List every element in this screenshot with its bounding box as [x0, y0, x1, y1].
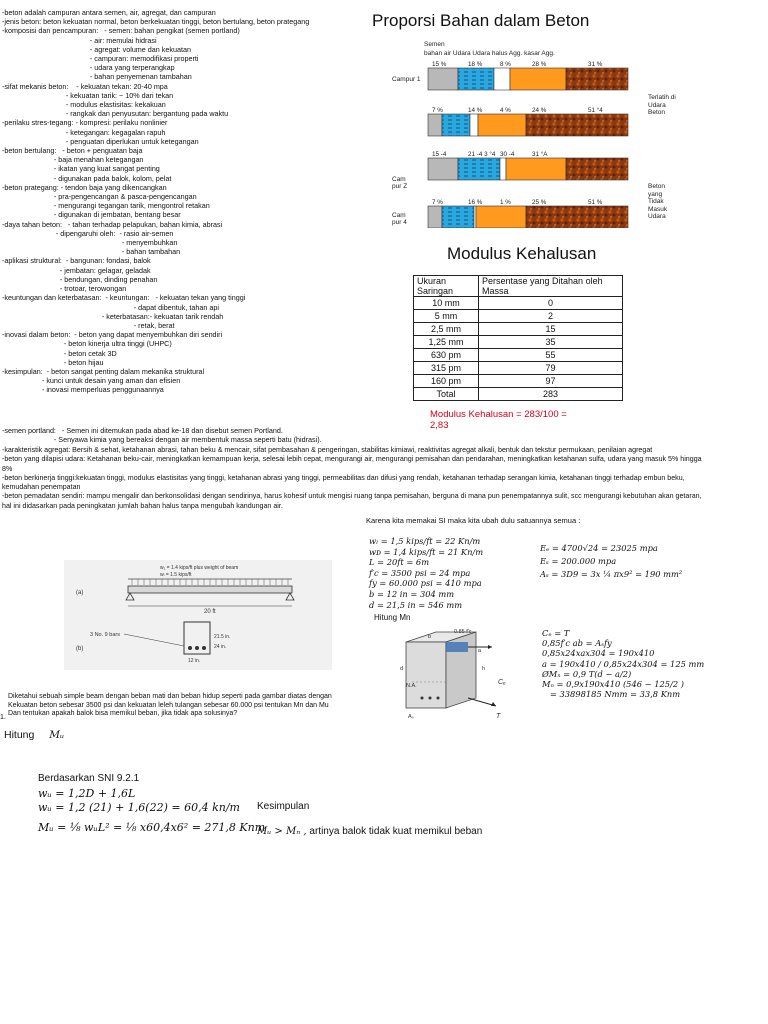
bar-pct-2-3: 4 % [500, 107, 511, 114]
note-line: -komposisi dan pencampuran: - semen: bahan pengikat (semen portland) [2, 26, 240, 36]
si-value-line: b = 12 in = 304 mm [369, 588, 455, 599]
note-line: - beton cetak 3D [2, 348, 117, 358]
si-left-values [369, 536, 483, 610]
note-line: -beton adalah campuran antara semen, air, agregat, dan campuran [2, 8, 216, 17]
col-header-ukuran: Ukuran Saringan [414, 276, 479, 297]
svg-text:N.A.: N.A. [406, 683, 417, 689]
cell-persentase: 97 [479, 375, 623, 388]
mn-calc-line: ØMₙ = 0,9 T(d − a/2) [542, 668, 632, 679]
si-value-line: f′c = 3500 psi = 24 mpa [369, 567, 471, 578]
note-line: -kesimpulan: - beton sangat penting dalam mekanika struktural [2, 366, 205, 376]
note-line: - mengurangi tegangan tarik, mengontrol retakan [2, 201, 210, 211]
bar-seg-2-3 [470, 114, 478, 136]
svg-text:Aₛ: Aₛ [408, 714, 414, 720]
note-line: - agregat: volume dan kekuatan [2, 44, 191, 54]
svg-text:21.5 in.: 21.5 in. [214, 634, 231, 640]
cell-ukuran: 1,25 mm [414, 336, 479, 349]
right-label-air: Terlatih di Udara Beton [648, 94, 676, 116]
si-value-line: d = 21,5 in = 546 mm [369, 599, 463, 610]
note-line: - rangkak dan penyusutan: bergantung pada waktu [2, 109, 229, 119]
cell-persentase: 0 [479, 297, 623, 310]
note-line: - kunci untuk desain yang aman dan efisien [2, 376, 181, 386]
note-line: - retak, berat [2, 320, 175, 330]
svg-text:24 in.: 24 in. [214, 644, 227, 650]
bar-seg-4-4 [476, 206, 526, 228]
note-line: - bahan tambahan [2, 247, 181, 257]
note-line: - dipengaruhi oleh: - rasio air-semen [2, 228, 174, 238]
bar-seg-2-5 [526, 114, 628, 136]
si-value-line: L = 20ft = 6m [369, 557, 430, 568]
note-line: - campuran: memodifikasi properti [2, 54, 199, 64]
table-row [414, 310, 623, 323]
si-intro: Karena kita memakai SI maka kita ubah dulu satuannya semua : [366, 516, 581, 525]
svg-text:a: a [478, 648, 482, 654]
bar-pct-3-4: 31 °A [532, 151, 548, 158]
modulus-result: Modulus Kehalusan = 283/100 = 2,83 [430, 409, 567, 431]
svg-text:h: h [482, 666, 486, 672]
svg-text:Cₑ: Cₑ [498, 679, 506, 686]
modulus-title: Modulus Kehalusan [447, 244, 597, 263]
table-row [414, 375, 623, 388]
bar-pct-4-2: 16 % [468, 199, 483, 206]
modulus-table [413, 275, 623, 401]
kesimpulan-label: Kesimpulan [257, 801, 310, 812]
wide-note-line: hal ini didasarkan pada peningkatan jumlah bahan halus tanpa mengubah kandungan air. [2, 501, 283, 510]
svg-text:3 No. 9 bars: 3 No. 9 bars [90, 632, 120, 638]
mu-symbol: Mᵤ [49, 729, 65, 741]
bar-seg-1-1 [428, 68, 458, 90]
bar-pct-2-5: 51 °4 [588, 107, 603, 114]
svg-text:12 in.: 12 in. [188, 658, 201, 664]
row-label-2: Cam pur Z [392, 176, 408, 190]
bar-seg-3-3 [500, 158, 506, 180]
conclusion [257, 826, 482, 837]
mu-eq2: wᵤ = 1,2 (21) + 1,6(22) = 60,4 kn/m [38, 801, 240, 814]
bar-seg-4-2 [442, 206, 474, 228]
si-value-line: wₗ = 1,5 kips/ft = 22 Kn/m [369, 536, 481, 546]
bar-pct-4-1: 7 % [432, 199, 443, 206]
wide-note-line: -karakteristik agregat: Bersih & sehat, ketahanan abrasi, tahan beku & mencair, sifat pembasahan & pengeringan, stabilitas kimiawi, reaktivitas agregat alkali, bentuk dan tekstur permukaan, penilaian agregat [2, 446, 653, 454]
bar-seg-1-2 [458, 68, 494, 90]
note-line: -keuntungan dan keterbatasan: - keuntungan: - kekuatan tekan yang tinggi [2, 293, 246, 303]
svg-text:d: d [400, 666, 404, 672]
beam-load-label-live: wₗ = 1.5 kips/ft [160, 572, 192, 578]
bar-pct-3-1: 15 -4 [432, 151, 447, 158]
wide-note-line: -beton yang dilapisi udara: Ketahanan beku-cair, meningkatkan kemampuan kerja, selesai lebih cepat, mengurangi air, mengurangi pemisahan dan pendarahan, meningkatkan ketahanan sulfa, udara yang masuk 5% hingga [2, 455, 702, 464]
note-line: - modulus elastisitas: kekakuan [2, 100, 166, 110]
wide-note-line: -beton pemadatan sendiri: mampu mengalir dan berkonsolidasi dengan sendirinya, harus kohesif untuk mengisi ruang tanpa pemisahan, berguna di mana pun penempatannya sulit, scc mengurangi kebutuhan akan getaran, [2, 492, 702, 501]
bar-pct-2-4: 24 % [532, 107, 547, 114]
cell-ukuran: 630 pm [414, 349, 479, 362]
hitung-label: Hitung [4, 729, 35, 741]
hitung-mu [4, 729, 64, 741]
mn-calc-line: Mₙ = 0,9x190x410 (546 − 125/2 ) [542, 679, 685, 690]
table-row [414, 388, 623, 401]
note-line: -beton bertulang: - beton + penguatan baja [2, 146, 143, 156]
note-line: - beton kinerja ultra tinggi (UHPC) [2, 339, 172, 349]
si-value-line: fy = 60.000 psi = 410 mpa [369, 578, 482, 589]
mn-calc-line: 0,85x24xax304 = 190x410 [542, 648, 655, 659]
note-line: - digunakan di jembatan, bentang besar [2, 210, 181, 220]
bar-seg-1-4 [510, 68, 566, 90]
bar-seg-4-1 [428, 206, 442, 228]
right-label-noair: Beton yang Tidak Masuk Udara [648, 183, 668, 220]
note-line: - ikatan yang kuat sangat penting [2, 164, 160, 174]
bar-seg-2-4 [478, 114, 526, 136]
wide-note-line: kemudahan penempatan [2, 483, 81, 492]
beam-figure [64, 560, 332, 670]
note-line: - pra-pengencangan & pasca-pengencangan [2, 192, 197, 202]
si-value-line: Eₑ = 4700√24 = 23025 mpa [540, 543, 658, 553]
note-line: -beton prategang: - tendon baja yang dikencangkan [2, 182, 167, 192]
bar-seg-3-2 [458, 158, 500, 180]
bar-seg-1-5 [566, 68, 628, 90]
note-line: - trotoar, terowongan [2, 284, 127, 294]
bar-pct-2-2: 14 % [468, 107, 483, 114]
bar-seg-3-4 [506, 158, 566, 180]
note-line: - kekuatan tarik: ~ 10% dari tekan [2, 90, 174, 100]
cell-persentase: 79 [479, 362, 623, 375]
cell-persentase: 15 [479, 323, 623, 336]
wide-notes [2, 446, 766, 511]
cell-ukuran: 2,5 mm [414, 323, 479, 336]
row-label-1: Campur 1 [392, 76, 421, 83]
beam-tag-a: (a) [76, 590, 84, 596]
bar-pct-4-4: 25 % [532, 199, 547, 206]
note-line: - menyembuhkan [2, 238, 178, 248]
cell-ukuran: 5 mm [414, 310, 479, 323]
note-line: -aplikasi struktural: - bangunan: fondasi, balok [2, 256, 151, 266]
note-line: - dapat dibentuk, tahan api [2, 302, 219, 312]
svg-text:T: T [496, 713, 501, 720]
problem-number: 1. [0, 714, 6, 721]
bar-pct-1-5: 31 % [588, 61, 603, 68]
note-line: - keterbatasan:- kekuatan tarik rendah [2, 311, 224, 321]
note-line: - inovasi memperluas penggunaannya [2, 385, 164, 395]
cell-persentase: 35 [479, 336, 623, 349]
note-line: -daya tahan beton: - tahan terhadap pelapukan, bahan kimia, abrasi [2, 219, 223, 229]
sni-label: Berdasarkan SNI 9.2.1 [38, 773, 140, 784]
note-line: -sifat mekanis beton: - kekuatan tekan: 20-40 mpa [2, 81, 168, 91]
table-row [414, 297, 623, 310]
bar-pct-3-2: 21 -4 3 °4 [468, 151, 496, 158]
cell-ukuran: 315 pm [414, 362, 479, 375]
cell-persentase: 55 [479, 349, 623, 362]
note-line: - udara yang terperangkap [2, 63, 175, 73]
col-header-persentase: Persentase yang Ditahan oleh Massa [479, 276, 623, 297]
row-label-3: Cam pur 4 [392, 212, 407, 226]
mn-calc-line: Cₑ = T [542, 628, 570, 638]
bar-pct-2-1: 7 % [432, 107, 443, 114]
svg-text:0.85 f′c: 0.85 f′c [454, 629, 472, 635]
note-line: - air: memulai hidrasi [2, 35, 157, 45]
si-value-line: Eₛ = 200.000 mpa [540, 556, 617, 566]
bar-pct-1-2: 18 % [468, 61, 483, 68]
semen-line: -semen portland: - Semen ini ditemukan pada abad ke-18 dan disebut semen Portland. [2, 426, 283, 435]
cell-persentase: 283 [479, 388, 623, 401]
span-label: 20 ft [204, 609, 216, 615]
mn-calculation [542, 628, 704, 699]
table-row [414, 349, 623, 362]
cell-ukuran: 10 mm [414, 297, 479, 310]
si-value-line: wᴅ = 1,4 kips/ft = 21 Kn/m [369, 546, 484, 557]
table-row [414, 323, 623, 336]
note-line: - beton hijau [2, 357, 104, 367]
stress-block-figure [392, 626, 542, 726]
note-line: - penguatan diperlukan untuk ketegangan [2, 136, 199, 146]
note-line: - ketegangan: kegagalan rapuh [2, 127, 166, 137]
problem-text: Diketahui sebuah simple beam dengan beban mati dan beban hidup seperti pada gambar diatas dengan Kekuatan beton sebesar 3500 psi dan kekuatan leleh tulangan sebesar 60.000 psi tentukan Mn dan Mu Dan tentukan apakah balok bisa memikul beban, jika tidak apa solusinya? [8, 693, 332, 718]
bar-seg-2-2 [442, 114, 470, 136]
bar-seg-2-1 [428, 114, 442, 136]
bar-seg-3-1 [428, 158, 458, 180]
beam-body [128, 586, 292, 593]
mn-calc-line: 0,85f′c ab = Aₛfy [542, 638, 612, 649]
hitung-mn-label: Hitung Mn [374, 613, 411, 622]
si-value-line: Aₛ = 3D9 = 3x ¼ πx9² = 190 mm² [540, 569, 683, 579]
bar-pct-3-3: 30 -4 [500, 151, 515, 158]
legend-semen: Semen [424, 41, 445, 48]
bar-pct-1-1: 15 % [432, 61, 447, 68]
semen-line: - Senyawa kimia yang bereaksi dengan air membentuk massa seperti batu (hidrasi). [2, 435, 322, 445]
cell-ukuran: Total [414, 388, 479, 401]
conclusion-symbol: Mᵤ > Mₙ , [257, 826, 307, 837]
note-line: -perilaku stres-tegang: - kompresi: perilaku nonlinier [2, 118, 168, 128]
bar-pct-1-3: 8 % [500, 61, 511, 68]
table-row [414, 362, 623, 375]
note-line: - bendungan, dinding penahan [2, 274, 158, 284]
beam-load-label-dead: w₁ = 1.4 kips/ft plus weight of beam [160, 565, 239, 571]
wide-note-line: 8% [2, 464, 13, 473]
conclusion-text: artinya balok tidak kuat memikul beban [309, 826, 483, 837]
note-line: - digunakan pada balok, kolom, pelat [2, 173, 172, 183]
bar-pct-4-5: 51 % [588, 199, 603, 206]
note-line: - bahan penyemenan tambahan [2, 72, 192, 82]
svg-text:b: b [428, 634, 432, 640]
cell-persentase: 2 [479, 310, 623, 323]
beam-tag-b: (b) [76, 646, 84, 652]
note-line: -inovasi dalam beton: - beton yang dapat menyembuhkan diri sendiri [2, 330, 223, 340]
mn-calc-line: a = 190x410 / 0,85x24x304 = 125 mm [542, 658, 705, 669]
bar-seg-4-5 [526, 206, 628, 228]
proporsi-title: Proporsi Bahan dalam Beton [372, 11, 590, 30]
bar-seg-1-3 [494, 68, 510, 90]
si-right-values [540, 542, 682, 581]
wide-note-line: -beton berkinerja tinggi:kekuatan tinggi, modulus elastisitas yang tinggi, ketahanan abrasi yang tinggi, permeabilitas dan difusi yang rendah, ketahanan terhadap serangan kimia, ketahanan tinggi terhadap embun beku, [2, 473, 685, 482]
cell-ukuran: 160 pm [414, 375, 479, 388]
mu-eq3: Mᵤ = ⅛ wᵤL² = ⅛ x60,4x6² = 271,8 Knm [38, 821, 266, 834]
note-line: -jenis beton: beton kekuatan normal, beton berkekuatan tinggi, beton bertulang, beton prategang [2, 17, 310, 27]
mu-eq1: wᵤ = 1,2D + 1,6L [38, 787, 136, 800]
bar-pct-1-4: 28 % [532, 61, 547, 68]
note-line: - jembatan: gelagar, geladak [2, 265, 151, 275]
bar-seg-3-5 [566, 158, 628, 180]
mn-calc-line: = 33898185 Nmm = 33,8 Knm [542, 689, 681, 700]
note-line: - baja menahan ketegangan [2, 155, 144, 165]
legend-rest: bahan air Udara Udara halus Agg. kasar Agg. [424, 50, 555, 57]
bar-pct-4-3: 1 % [500, 199, 511, 206]
semen-notes [2, 426, 322, 444]
table-row [414, 336, 623, 349]
proporsi-chart [392, 58, 692, 228]
notes-block [2, 8, 362, 395]
